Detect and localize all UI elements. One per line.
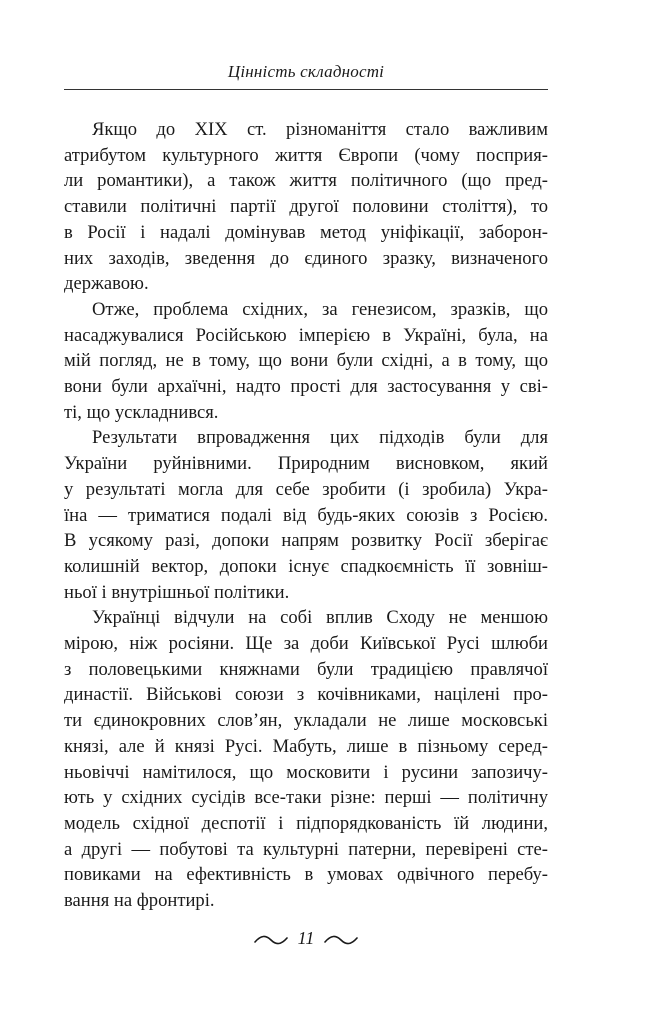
text-line: ньовіччі намітилося, що московити і русини запозичу- [64,761,548,783]
text-line: ли романтики), а також життя політичного (що пред- [64,170,548,192]
paragraph [64,425,548,605]
text-line: а другі — побутові та культурні патерни, перевірені сте- [64,838,548,860]
text-line: князі, але й князі Русі. Мабуть, лише в пізньому серед- [64,735,548,757]
text-line: Якщо до XIX ст. різноманіття стало важливим [92,119,548,140]
text-line: Отже, проблема східних, за генезисом, зразків, що [92,298,548,320]
text-line: династії. Військові союзи з кочівниками, націлені про- [64,684,548,706]
text-line: ють у східних сусідів все-таки різне: перші — політичну [64,787,548,809]
text-line: атрибутом культурного життя Європи (чому посприя- [64,144,548,166]
text-line: їна — триматися подалі від будь-яких союзів з Росією. [64,504,548,526]
text-line: повиками на ефективність в умовах одвічного перебу- [64,864,548,886]
text-line: них заходів, зведення до єдиного зразку, визначеного [64,247,548,269]
text-line: вони були архаїчні, надто прості для застосування у сві- [64,376,548,398]
page-number: 11 [297,928,315,948]
paragraph [64,297,548,426]
text-line: мірою, ніж росіяни. Ще за доби Київської Русі шлюби [64,633,548,655]
text-line: в Росії і надалі домінував метод уніфікації, заборон- [64,221,548,243]
running-head: Цінність складності [227,62,385,81]
text-line: колишній вектор, допоки існує спадкоємність її зовніш- [64,555,548,577]
text-line: ньої і внутрішньої політики. [64,581,290,603]
paragraph [64,605,548,913]
text-line: насаджувалися Російською імперією в Україні, була, на [64,324,548,346]
right-tilde-ornament [324,934,358,946]
left-tilde-ornament [254,934,288,946]
text-line: В усякому разі, допоки напрям розвитку Росії зберігає [64,530,548,552]
text-line: вання на фронтирі. [64,890,215,912]
page-footer [64,928,548,949]
text-line: з половецькими княжнами були традицією правлячої [64,658,548,680]
text-line: ті, що ускладнився. [64,401,219,423]
text-line: мій погляд, не в тому, що вони були східні, а в тому, що [64,350,548,372]
text-line: ставили політичні партії другої половини століття), то [64,196,548,218]
text-line: у результаті могла для себе зробити (і зробила) Укра- [64,478,548,500]
text-line: модель східної деспотії і підпорядкованість їй людини, [64,812,548,834]
text-line: Українці відчули на собі вплив Сходу не меншою [92,607,548,629]
text-line: державою. [64,273,149,295]
body-text [64,117,548,914]
paragraph [64,117,548,297]
header-rule [64,89,548,90]
text-line: ти єдинокровних слов’ян, укладали не лише московські [64,710,548,732]
text-line: України руйнівними. Природним висновком, який [64,453,548,475]
text-line: Результати впровадження цих підходів були для [92,427,548,449]
